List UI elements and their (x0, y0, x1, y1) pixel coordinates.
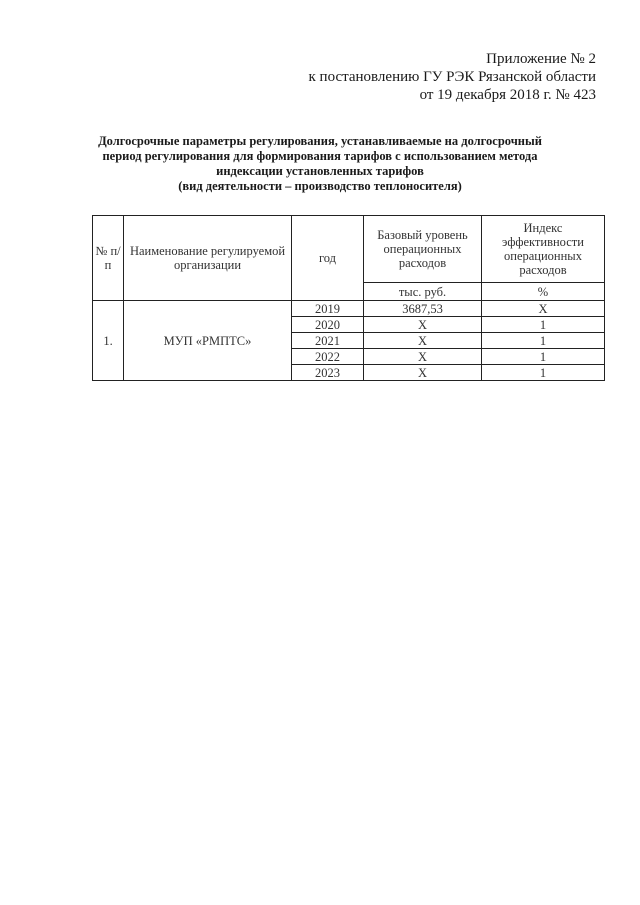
appendix-resolution: к постановлению ГУ РЭК Рязанской области (308, 69, 596, 85)
cell-base: Х (364, 349, 482, 365)
header-base-level: Базовый уровень операционных расходов (364, 216, 482, 283)
cell-year: 2023 (292, 365, 364, 381)
table-header-row (93, 216, 605, 283)
parameters-table (92, 215, 605, 381)
cell-base: 3687,53 (364, 301, 482, 317)
title-line-3: индексации установленных тарифов (216, 164, 424, 178)
cell-index: 1 (482, 317, 605, 333)
appendix-header (309, 50, 596, 104)
header-year: год (292, 216, 364, 301)
title-line-2: период регулирования для формирования тарифов с использованием метода (102, 149, 538, 163)
cell-index: 1 (482, 349, 605, 365)
appendix-date: от 19 декабря 2018 г. № 423 (419, 87, 596, 103)
cell-index: Х (482, 301, 605, 317)
cell-base: Х (364, 333, 482, 349)
header-num: № п/п (93, 216, 124, 301)
title-line-1: Долгосрочные параметры регулирования, устанавливаемые на долгосрочный (98, 134, 542, 148)
cell-index: 1 (482, 365, 605, 381)
row-num: 1. (93, 301, 124, 381)
cell-index: 1 (482, 333, 605, 349)
cell-base: Х (364, 365, 482, 381)
header-organization: Наименование регулируемой организации (124, 216, 292, 301)
header-efficiency-index: Индекс эффективности операционных расходов (482, 216, 605, 283)
title-line-4: (вид деятельности – производство теплоносителя) (178, 179, 462, 193)
cell-year: 2021 (292, 333, 364, 349)
cell-year: 2020 (292, 317, 364, 333)
cell-year: 2019 (292, 301, 364, 317)
row-organization: МУП «РМПТС» (124, 301, 292, 381)
document-title (0, 134, 640, 194)
cell-year: 2022 (292, 349, 364, 365)
table-row (93, 301, 605, 317)
appendix-number: Приложение № 2 (486, 51, 596, 67)
cell-base: Х (364, 317, 482, 333)
unit-index: % (482, 283, 605, 301)
unit-base: тыс. руб. (364, 283, 482, 301)
